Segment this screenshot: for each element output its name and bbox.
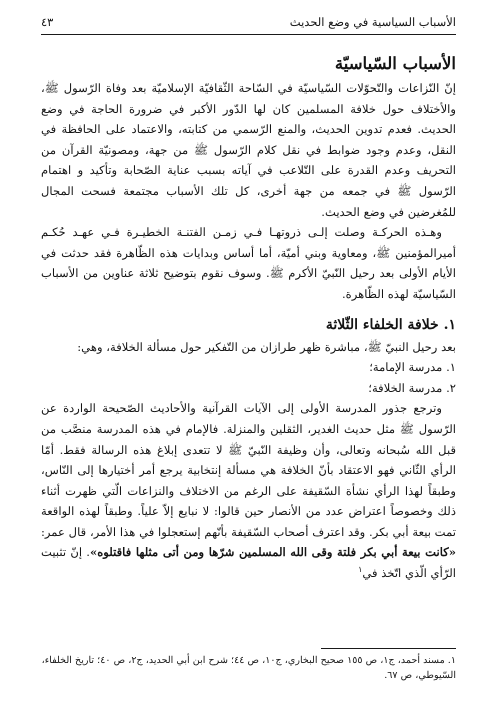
schools-list xyxy=(41,357,456,398)
running-header-title: الأسباب السياسية في وضع الحديث xyxy=(289,15,456,29)
footnote: ١. مسند أحمد، ج١، ص ١٥٥ صحيح البخاري، ج١٠، ص ٤٤؛ شرح ابن أبي الحديد، ج٢، ص ٤٠؛ تاريخ الخلفاء، السّيوطي، ص ٦٧. xyxy=(41,655,456,681)
paragraph-3-text: وترجع جذور المدرسة الأولى إلى الآيات القرآنية والأحاديث الصّحيحة الواردة عن الرّسول ﷺ مثل حديث الغدير، الثقلين والمنزلة. فالإمام في هذه المدرسة منصَّب من قبل الله سُبحانه وتعالى، وأن وظيفة النّبيّ ﷺ لا تتعدى إبلاغ هذه الرسالة فقط. أمّا الرأي الثّاني فهو الاعتقاد بأنّ الخلافة هي مسألة إنتخابية يرجع أمر أختيارها إلى النّاس، وطبقاً لهذا الرأي نشأة السّقيفة على الرغم من الاختلاف والنزاعات الّتي ظهرت أثناء ذلك وخصوصاً اعتراض عدد من الأنصار حين قالوا: لا نبايع إلاّ علياً. وطبقاً لهذه الواقعة تمت بيعة أبي بكر. وقد اعترف أصحاب السّقيفة بأنّهم إستعجلوا في هذا الأمر، قال عمر: xyxy=(41,401,456,539)
list-item: ٢. مدرسة الخلافة؛ xyxy=(368,380,456,395)
paragraph-3 xyxy=(41,398,456,583)
running-header xyxy=(41,14,456,30)
footnote-marker: ١ xyxy=(358,565,363,575)
subsection-title: ١. خلافة الخلفاء الثّلاثة xyxy=(325,316,456,333)
page-number: ٤٣ xyxy=(41,15,54,29)
list-item: ١. مدرسة الإمامة؛ xyxy=(369,360,456,375)
footnote-rule xyxy=(321,648,456,649)
paragraph-2: وهـذه الحركـة وصلت إلـى ذروتهـا فـي زمـن الفتنـة الخطيـرة فـي عهـد حُكـم أميرالمؤمنين ﷺ، ومعاوية وبني أميّة، أما أساس وبدايات هذه الظّاهرة فقد حدثت في الأيام الأولى بعد رحيل النّبيّ الأكرم ﷺ. وسوف نقوم بتوضيح ثلاثة عناوين من الأسباب السّياسيّة لهذه الظّاهرة. xyxy=(41,225,456,301)
paragraph-1: إنّ النّزاعات والتّحوّلات السّياسيّة في السّاحة الثّقافيّة الإسلاميّة بعد وفاة الرّسول ﷺ، والأختلاف حول خلافة المسلمين كان لها الدّور الأكبر في ضرورة الحاجة في وضع الحديث. فعدم تدوين الحديث، والمنع الرّسمي من كتابته، والاعتماد على الحافظة في النقل، وعدم وجود ضوابط في نقل كلام الرّسول ﷺ من جهة، ومصونيّة القرآن من التحريف وعدم القدرة على التّلاعب في آياته بسبب عناية الصّحابة وتأكيد و اهتمام الرّسول ﷺ في جمعه من جهة أخرى، كل تلك الأسباب مجتمعة فسحت المجال للمُغرضين في وضع الحديث. xyxy=(41,81,456,219)
page-content xyxy=(41,52,456,584)
after-quote-text: . إنّ تثبيت الرّأي الّذي اتّخذ في xyxy=(41,545,456,581)
subsection-intro: بعد رحيل النبيّ ﷺ، مباشرة ظهر طرازان من التّفكير حول مسألة الخلافة، وهي: xyxy=(77,339,456,354)
header-rule xyxy=(41,34,456,35)
hadith-quote: «كانت بيعة أبي بكر فلتة وقى الله المسلمين شرّها ومن أتى مثلها فاقتلوه» xyxy=(89,545,457,560)
section-title: الأسباب السّياسيّة xyxy=(334,54,456,73)
